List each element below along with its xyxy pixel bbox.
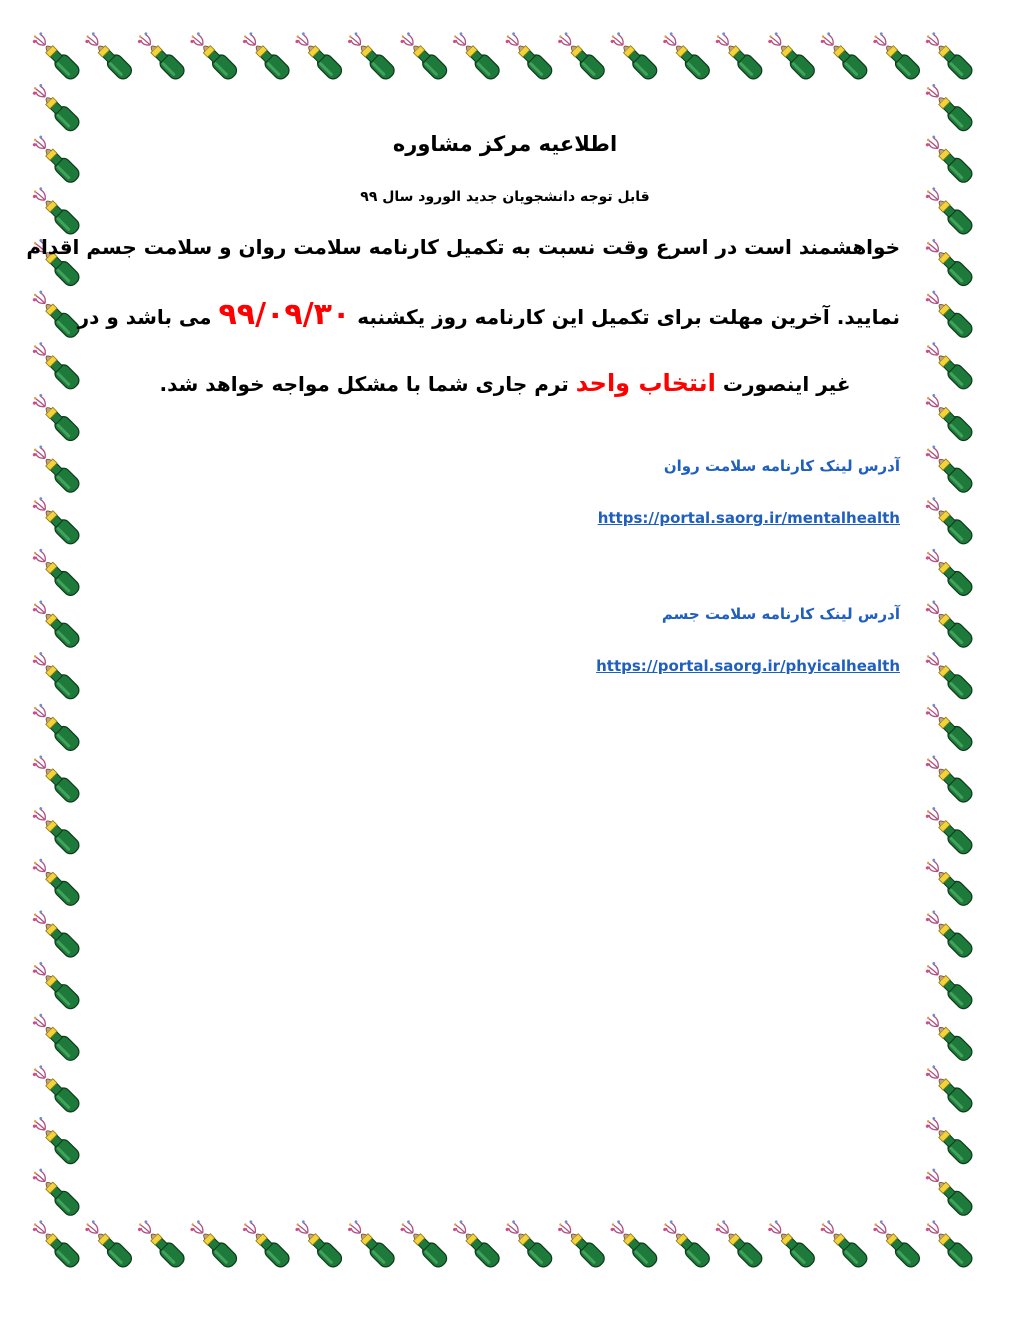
champagne-bottle-icon bbox=[922, 1011, 974, 1063]
deadline-date: ۹۹/۰۹/۳۰ bbox=[218, 297, 351, 332]
page-subtitle: قابل توجه دانشجویان جدید الورود سال ۹۹ bbox=[360, 189, 650, 205]
champagne-bottle-icon bbox=[922, 546, 974, 598]
champagne-bottle-icon bbox=[922, 391, 974, 443]
champagne-bottle-icon bbox=[29, 1217, 81, 1269]
champagne-bottle-icon bbox=[82, 1217, 134, 1269]
champagne-bottle-icon bbox=[29, 1011, 81, 1063]
champagne-bottle-icon bbox=[555, 29, 607, 81]
champagne-bottle-icon bbox=[607, 1217, 659, 1269]
champagne-bottle-icon bbox=[922, 598, 974, 650]
champagne-bottle-icon bbox=[922, 856, 974, 908]
champagne-bottle-icon bbox=[922, 81, 974, 133]
champagne-bottle-icon bbox=[817, 1217, 869, 1269]
champagne-bottle-icon bbox=[607, 29, 659, 81]
champagne-bottle-icon bbox=[29, 649, 81, 701]
champagne-bottle-icon bbox=[922, 752, 974, 804]
champagne-bottle-icon bbox=[397, 29, 449, 81]
notice-paragraph bbox=[26, 227, 900, 431]
champagne-bottle-icon bbox=[922, 29, 974, 81]
champagne-bottle-icon bbox=[765, 29, 817, 81]
paragraph-line-2 bbox=[77, 295, 900, 363]
paragraph-line-3 bbox=[110, 363, 900, 431]
champagne-bottle-icon bbox=[450, 29, 502, 81]
mental-health-link-label: آدرس لینک کارنامه سلامت روان bbox=[663, 457, 900, 475]
course-registration-highlight: انتخاب واحد bbox=[575, 369, 716, 397]
champagne-bottle-icon bbox=[29, 546, 81, 598]
champagne-bottle-icon bbox=[660, 29, 712, 81]
champagne-bottle-icon bbox=[292, 1217, 344, 1269]
champagne-bottle-icon bbox=[345, 29, 397, 81]
champagne-bottle-icon bbox=[922, 184, 974, 236]
champagne-bottle-icon bbox=[292, 29, 344, 81]
champagne-bottle-icon bbox=[922, 133, 974, 185]
champagne-bottle-icon bbox=[29, 856, 81, 908]
champagne-bottle-icon bbox=[712, 29, 764, 81]
champagne-bottle-icon bbox=[187, 1217, 239, 1269]
champagne-bottle-icon bbox=[450, 1217, 502, 1269]
champagne-bottle-icon bbox=[922, 1166, 974, 1218]
links-section bbox=[110, 457, 900, 681]
champagne-bottle-icon bbox=[922, 236, 974, 288]
physical-health-link-label: آدرس لینک کارنامه سلامت جسم bbox=[661, 605, 900, 623]
champagne-bottle-icon bbox=[239, 1217, 291, 1269]
line3-end: ترم جاری شما با مشکل مواجه خواهد شد. bbox=[159, 372, 576, 396]
champagne-bottle-icon bbox=[922, 804, 974, 856]
champagne-bottle-icon bbox=[870, 1217, 922, 1269]
champagne-bottle-icon bbox=[922, 649, 974, 701]
champagne-bottle-icon bbox=[922, 339, 974, 391]
champagne-bottle-icon bbox=[922, 1217, 974, 1269]
champagne-bottle-icon bbox=[187, 29, 239, 81]
champagne-bottle-icon bbox=[345, 1217, 397, 1269]
champagne-bottle-icon bbox=[660, 1217, 712, 1269]
line3-start: غیر اینصورت bbox=[715, 372, 851, 396]
champagne-bottle-icon bbox=[397, 1217, 449, 1269]
champagne-bottle-icon bbox=[29, 804, 81, 856]
champagne-bottle-icon bbox=[922, 494, 974, 546]
champagne-bottle-icon bbox=[29, 907, 81, 959]
champagne-bottle-icon bbox=[29, 1062, 81, 1114]
champagne-bottle-icon bbox=[29, 81, 81, 133]
champagne-bottle-icon bbox=[502, 29, 554, 81]
paragraph-line-1: خواهشمند است در اسرع وقت نسبت به تکمیل کارنامه سلامت روان و سلامت جسم اقدام bbox=[26, 235, 900, 259]
champagne-bottle-icon bbox=[29, 443, 81, 495]
champagne-bottle-icon bbox=[922, 288, 974, 340]
champagne-bottle-icon bbox=[134, 1217, 186, 1269]
mental-health-link[interactable]: https://portal.saorg.ir/mentalhealth bbox=[597, 509, 900, 527]
champagne-bottle-icon bbox=[870, 29, 922, 81]
champagne-bottle-icon bbox=[712, 1217, 764, 1269]
champagne-bottle-icon bbox=[502, 1217, 554, 1269]
champagne-bottle-icon bbox=[29, 1166, 81, 1218]
champagne-bottle-icon bbox=[922, 1114, 974, 1166]
champagne-bottle-icon bbox=[29, 959, 81, 1011]
champagne-bottle-icon bbox=[29, 598, 81, 650]
line2-start: نمایید. آخرین مهلت برای تکمیل این کارنامه روز یکشنبه bbox=[350, 305, 900, 329]
champagne-bottle-icon bbox=[134, 29, 186, 81]
page-title: اطلاعیه مرکز مشاوره bbox=[392, 132, 618, 156]
champagne-bottle-icon bbox=[82, 29, 134, 81]
champagne-bottle-icon bbox=[29, 288, 81, 340]
champagne-bottle-icon bbox=[922, 701, 974, 753]
champagne-bottle-icon bbox=[817, 29, 869, 81]
champagne-bottle-icon bbox=[29, 701, 81, 753]
physical-health-link[interactable]: https://portal.saorg.ir/phyicalhealth bbox=[596, 657, 900, 675]
champagne-bottle-icon bbox=[922, 959, 974, 1011]
champagne-bottle-icon bbox=[555, 1217, 607, 1269]
champagne-bottle-icon bbox=[29, 29, 81, 81]
notice-body bbox=[26, 120, 900, 681]
champagne-bottle-icon bbox=[922, 1062, 974, 1114]
champagne-bottle-icon bbox=[239, 29, 291, 81]
champagne-bottle-icon bbox=[29, 752, 81, 804]
champagne-bottle-icon bbox=[922, 907, 974, 959]
champagne-bottle-icon bbox=[765, 1217, 817, 1269]
champagne-bottle-icon bbox=[29, 133, 81, 185]
champagne-bottle-icon bbox=[29, 391, 81, 443]
champagne-bottle-icon bbox=[29, 1114, 81, 1166]
line2-end: می باشد و در bbox=[77, 305, 219, 329]
champagne-bottle-icon bbox=[922, 443, 974, 495]
champagne-bottle-icon bbox=[29, 494, 81, 546]
champagne-bottle-icon bbox=[29, 339, 81, 391]
